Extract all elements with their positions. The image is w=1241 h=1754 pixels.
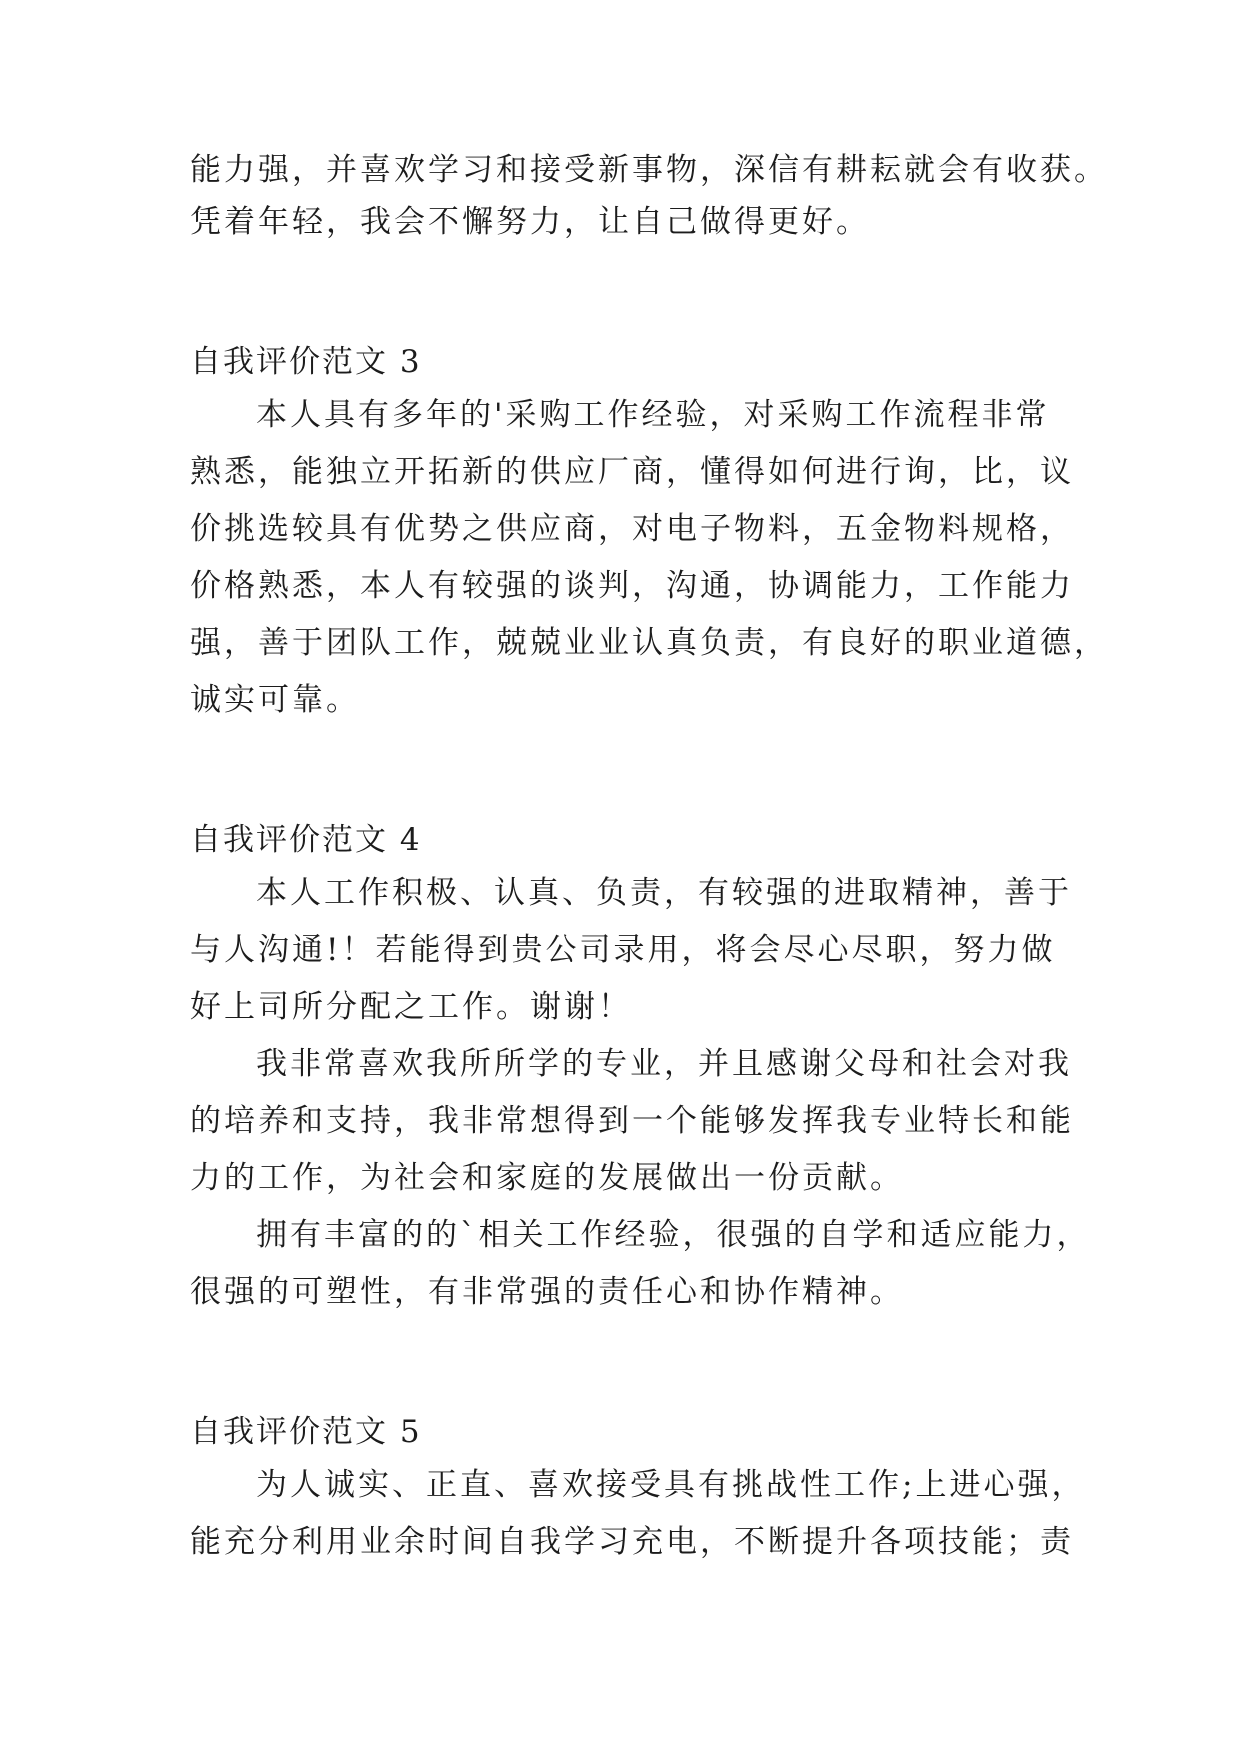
paragraph-line: 很强的可塑性，有非常强的责任心和协作精神。 [190,1274,904,1310]
paragraph-line: 能力强，并喜欢学习和接受新事物，深信有耕耘就会有收获。 [190,152,1108,188]
paragraph-line: 本人具有多年的'采购工作经验，对采购工作流程非常 [256,397,1050,433]
paragraph-line: 我非常喜欢我所所学的专业，并且感谢父母和社会对我 [256,1046,1072,1082]
paragraph-line: 拥有丰富的的`相关工作经验，很强的自学和适应能力， [256,1217,1091,1253]
section-heading-5: 自我评价范文 5 [190,1414,422,1450]
section-heading-4: 自我评价范文 4 [190,822,422,858]
paragraph-line: 的培养和支持，我非常想得到一个能够发挥我专业特长和能 [190,1103,1074,1139]
paragraph-line: 价格熟悉，本人有较强的谈判，沟通，协调能力，工作能力 [190,568,1074,604]
paragraph-line: 为人诚实、正直、喜欢接受具有挑战性工作;上进心强， [256,1467,1086,1503]
paragraph-line: 好上司所分配之工作。谢谢！ [190,989,632,1025]
paragraph-line: 本人工作积极、认真、负责，有较强的进取精神，善于 [256,875,1072,911]
paragraph-line: 强，善于团队工作，兢兢业业认真负责，有良好的职业道德， [190,625,1108,661]
paragraph-line: 凭着年轻，我会不懈努力，让自己做得更好。 [190,204,870,240]
paragraph-line: 熟悉，能独立开拓新的供应厂商，懂得如何进行询，比，议 [190,454,1074,490]
paragraph-line: 与人沟通!！若能得到贵公司录用，将会尽心尽职，努力做 [190,932,1056,968]
section-heading-3: 自我评价范文 3 [190,344,422,380]
paragraph-line: 力的工作，为社会和家庭的发展做出一份贡献。 [190,1160,904,1196]
paragraph-line: 价挑选较具有优势之供应商，对电子物料，五金物料规格， [190,511,1074,547]
paragraph-line: 诚实可靠。 [190,682,360,718]
paragraph-line: 能充分利用业余时间自我学习充电，不断提升各项技能；责 [190,1524,1074,1560]
